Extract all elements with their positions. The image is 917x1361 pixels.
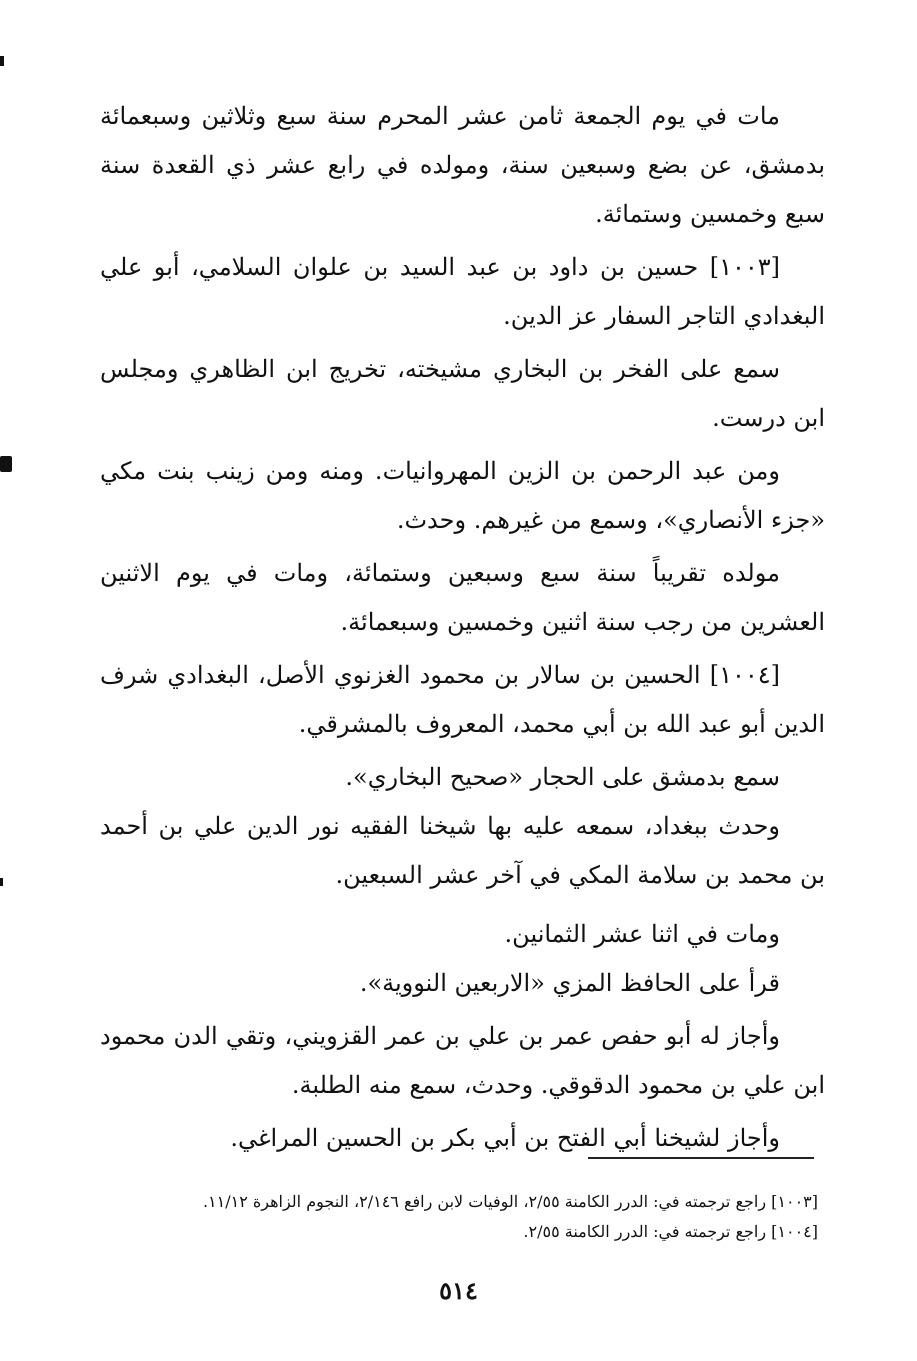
entry-heading-paragraph: [١٠٠٤] الحسين بن سالار بن محمود الغزنوي الأصل، البغدادي شرف الدين أبو عبد الله بن أبي محمد، المعروف بالمشرقي. [100,661,825,738]
paragraph: سمع على الفخر بن البخاري مشيخته، تخريج ابن الظاهري ومجلس ابن درست. [100,355,825,432]
paragraph: وحدث ببغداد، سمعه عليه بها شيخنا الفقيه نور الدين علي بن أحمد بن محمد بن سلامة المكي في آخر عشر السبعين. [100,812,825,889]
paragraph: وأجاز لشيخنا أبي الفتح بن أبي بكر بن الحسين المراغي. [230,1124,780,1152]
footnote-divider [588,1157,814,1159]
scan-mark [0,56,4,66]
paragraph: وأجاز له أبو حفص عمر بن علي بن عمر القزويني، وتقي الدن محمود ابن علي بن محمود الدقوقي. وحدث، سمع منه الطلبة. [100,1022,825,1099]
scan-mark [0,878,3,886]
paragraph: مولده تقريباً سنة سبع وسبعين وستمائة، ومات في يوم الاثنين العشرين من رجب سنة اثنين وخمسين وسبعمائة. [100,559,825,636]
paragraph: قرأ على الحافظ المزي «الاربعين النووية». [359,969,780,997]
main-text [100,92,825,1167]
paragraph: مات في يوم الجمعة ثامن عشر المحرم سنة سبع وثلاثين وسبعمائة بدمشق، عن بضع وسبعين سنة، ومولده في رابع عشر ذي القعدة سنة سبع وخمسين وستمائة. [100,102,825,228]
footnote: [١٠٠٤] راجع ترجمته في: الدرر الكامنة ٢/٥٥. [523,1222,818,1241]
footnote: [١٠٠٣] راجع ترجمته في: الدرر الكامنة ٢/٥٥، الوفيات لابن رافع ٢/١٤٦، النجوم الزاهرة ١١/١٢. [202,1192,818,1211]
paragraph: سمع بدمشق على الحجار «صحيح البخاري». [345,763,780,791]
entry-heading-paragraph: [١٠٠٣] حسين بن داود بن عبد السيد بن علوان السلامي، أبو علي البغدادي التاجر السفار عز الدين. [100,253,825,330]
paragraph: ومات في اثنا عشر الثمانين. [504,920,780,948]
scan-mark [0,456,12,472]
paragraph: ومن عبد الرحمن بن الزين المهروانيات. ومنه ومن زينب بنت مكي «جزء الأنصاري»، وسمع من غيرهم. وحدث. [100,457,825,534]
footnotes [110,1187,818,1247]
page-number: ٥١٤ [439,1276,478,1305]
